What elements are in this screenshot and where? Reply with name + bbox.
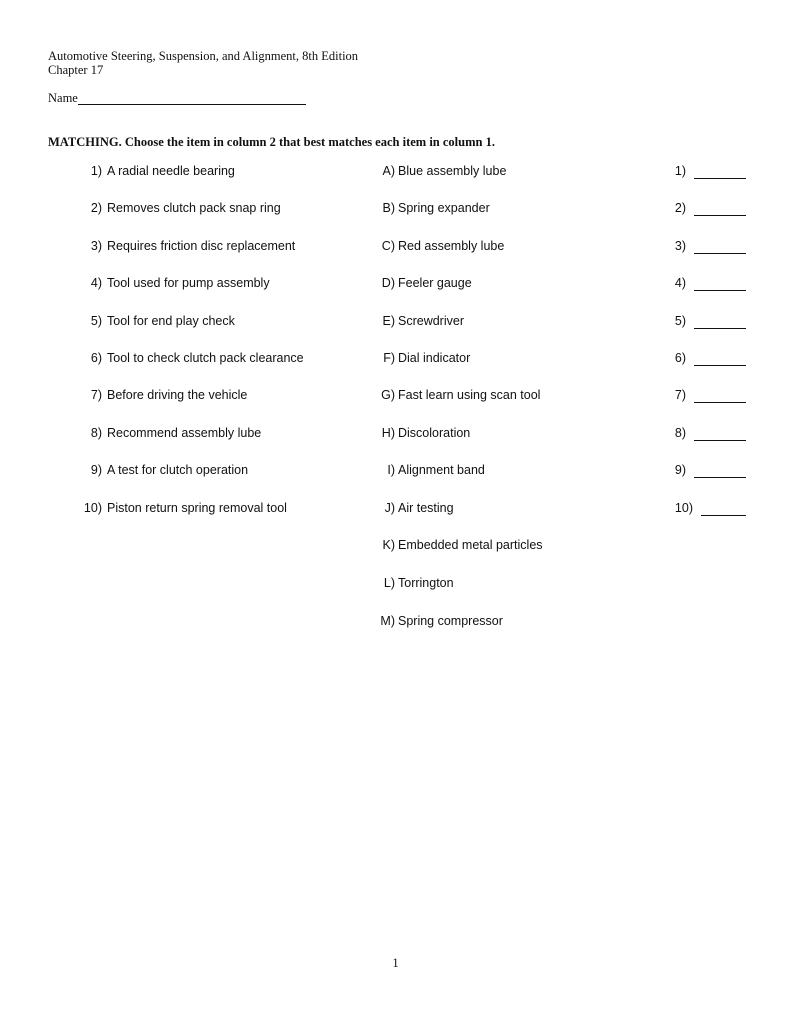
page-number: 1 xyxy=(392,956,399,970)
question-text: A radial needle bearing xyxy=(107,164,235,178)
answer-blank-row xyxy=(0,424,791,444)
question-text: Tool to check clutch pack clearance xyxy=(107,351,304,365)
question-number: 2) xyxy=(90,201,102,215)
answer-blank-row xyxy=(0,499,791,519)
answer-blank-row xyxy=(0,386,791,406)
answer-blank-number: 9) xyxy=(674,463,686,477)
answer-blank-number: 4) xyxy=(674,276,686,290)
question-number: 9) xyxy=(90,463,102,477)
answer-blank-row xyxy=(0,461,791,481)
answer-letter: B) xyxy=(382,201,395,215)
answer-blank-row xyxy=(0,199,791,219)
answer-blank-number: 3) xyxy=(674,239,686,253)
answer-letter: J) xyxy=(384,501,395,515)
answer-letter: H) xyxy=(381,426,395,440)
answer-blank[interactable] xyxy=(694,328,746,329)
answer-letter: K) xyxy=(382,538,395,552)
answer-blank[interactable] xyxy=(694,178,746,179)
answer-text: Red assembly lube xyxy=(398,239,505,253)
answer-blank[interactable] xyxy=(701,515,746,516)
answer-text: Feeler gauge xyxy=(398,276,472,290)
answer-blank-number: 6) xyxy=(674,351,686,365)
question-text: Tool for end play check xyxy=(107,314,235,328)
answer-letter: G) xyxy=(381,388,395,402)
answer-letter: M) xyxy=(380,614,395,628)
answer-choice-row xyxy=(0,574,791,594)
answer-letter: C) xyxy=(381,239,395,253)
answer-blank-row xyxy=(0,312,791,332)
question-text: Before driving the vehicle xyxy=(107,388,248,402)
answer-text: Dial indicator xyxy=(398,351,471,365)
answer-blank-number: 1) xyxy=(674,164,686,178)
answer-blank-row xyxy=(0,349,791,369)
answer-text: Spring expander xyxy=(398,201,490,215)
question-number: 1) xyxy=(90,164,102,178)
answer-text: Alignment band xyxy=(398,463,485,477)
answer-blank-row xyxy=(0,162,791,182)
answer-blank-number: 2) xyxy=(674,201,686,215)
question-text: Requires friction disc replacement xyxy=(107,239,296,253)
answer-blank-row xyxy=(0,274,791,294)
answer-text: Fast learn using scan tool xyxy=(398,388,541,402)
name-field[interactable] xyxy=(78,104,306,105)
answer-letter: D) xyxy=(381,276,395,290)
chapter-label: Chapter 17 xyxy=(48,63,104,77)
book-title: Automotive Steering, Suspension, and Alignment, 8th Edition xyxy=(48,49,359,63)
answer-letter: A) xyxy=(382,164,395,178)
answer-text: Screwdriver xyxy=(398,314,464,328)
answer-blank-number: 10) xyxy=(674,501,693,515)
answer-blank[interactable] xyxy=(694,215,746,216)
answer-letter: E) xyxy=(382,314,395,328)
answer-blank[interactable] xyxy=(694,290,746,291)
question-number: 3) xyxy=(90,239,102,253)
answer-blank-number: 7) xyxy=(674,388,686,402)
answer-text: Discoloration xyxy=(398,426,471,440)
answer-choice-row xyxy=(0,536,791,556)
answer-letter: L) xyxy=(383,576,395,590)
answer-blank[interactable] xyxy=(694,440,746,441)
name-label: Name xyxy=(48,91,78,105)
question-text: Piston return spring removal tool xyxy=(107,501,287,515)
answer-text: Spring compressor xyxy=(398,614,503,628)
question-text: A test for clutch operation xyxy=(107,463,249,477)
matching-instructions: MATCHING. Choose the item in column 2 that best matches each item in column 1. xyxy=(48,135,495,149)
answer-text: Torrington xyxy=(398,576,454,590)
question-text: Recommend assembly lube xyxy=(107,426,262,440)
question-number: 10) xyxy=(83,501,102,515)
answer-letter: I) xyxy=(387,463,395,477)
answer-blank-number: 8) xyxy=(674,426,686,440)
answer-letter: F) xyxy=(383,351,395,365)
question-number: 8) xyxy=(90,426,102,440)
answer-text: Blue assembly lube xyxy=(398,164,507,178)
question-number: 4) xyxy=(90,276,102,290)
question-number: 5) xyxy=(90,314,102,328)
answer-blank-number: 5) xyxy=(674,314,686,328)
question-text: Tool used for pump assembly xyxy=(107,276,270,290)
question-number: 7) xyxy=(90,388,102,402)
answer-blank[interactable] xyxy=(694,253,746,254)
answer-text: Embedded metal particles xyxy=(398,538,543,552)
answer-blank[interactable] xyxy=(694,477,746,478)
answer-text: Air testing xyxy=(398,501,454,515)
answer-blank[interactable] xyxy=(694,402,746,403)
question-text: Removes clutch pack snap ring xyxy=(107,201,281,215)
answer-blank-row xyxy=(0,237,791,257)
answer-blank[interactable] xyxy=(694,365,746,366)
question-number: 6) xyxy=(90,351,102,365)
answer-choice-row xyxy=(0,612,791,632)
